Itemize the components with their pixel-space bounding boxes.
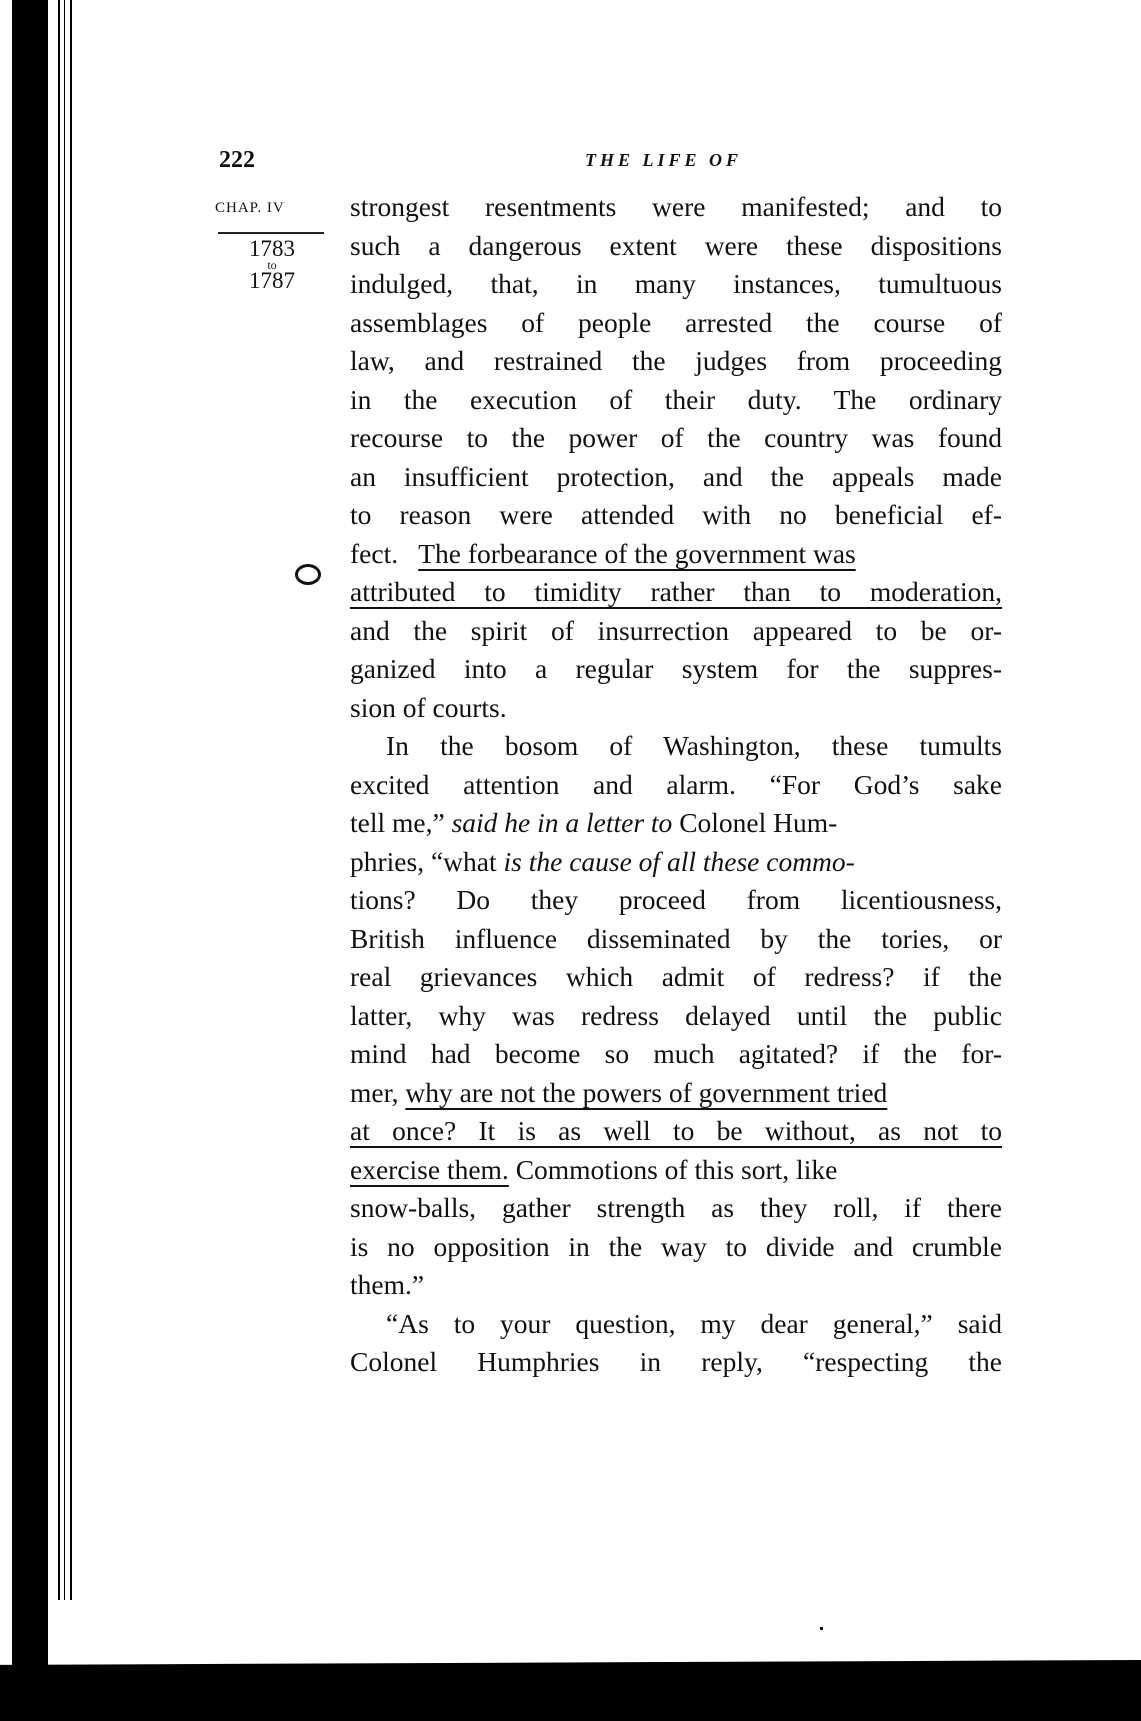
margin-chapter-label: CHAP. IV [215, 200, 285, 216]
text-line [350, 1074, 1002, 1113]
page-bottom-shadow [0, 1660, 1141, 1721]
underlined-passage: The forbearance of the government was [418, 537, 856, 569]
handwritten-circle-mark [295, 564, 321, 585]
text-line: in the execution of their duty. The ordinary [350, 383, 1002, 415]
binding-edge-line [70, 0, 72, 1600]
underlined-passage: exercise them. [350, 1153, 509, 1185]
year-to: to [267, 258, 277, 272]
year-start: 1783 [249, 236, 295, 261]
text-line [350, 573, 1002, 612]
year-end: 1787 [249, 268, 295, 293]
text-line: indulged, that, in many instances, tumultuous [350, 268, 1002, 299]
text-segment: mer, [350, 1076, 399, 1108]
text-line: sion of courts. [350, 691, 507, 723]
text-line [350, 535, 1002, 574]
text-line: strongest resentments were manifested; and to [350, 191, 1002, 222]
text-line: “As to your question, my dear general,” said [386, 1307, 1002, 1339]
margin-rule [218, 232, 324, 234]
italic-segment: is the cause of all these [503, 845, 760, 877]
text-line: tions? Do they proceed from licentiousness, [350, 884, 1002, 915]
italic-segment: commo- [766, 845, 855, 877]
underlined-passage: why are not the powers of government tried [405, 1076, 888, 1108]
text-line: Colonel Humphries in reply, “respecting the [350, 1346, 1002, 1377]
text-line: recourse to the power of the country was found [350, 422, 1002, 453]
text-line: ganized into a regular system for the suppres- [350, 653, 1002, 684]
text-line: law, and restrained the judges from proceeding [350, 345, 1002, 376]
text-line: mind had become so much agitated? if the for- [350, 1038, 1002, 1069]
text-line: an insufficient protection, and the appeals made [350, 460, 1002, 492]
text-line [350, 804, 1002, 843]
underlined-passage: at once? It is as well to be without, as not to [350, 1115, 1002, 1146]
running-head: THE LIFE OF [585, 150, 743, 170]
text-line: real grievances which admit of redress? if the [350, 961, 1002, 992]
text-line: excited attention and alarm. “For God’s sake [350, 768, 1002, 800]
book-binding-shadow [12, 0, 48, 1721]
page-number: 222 [219, 147, 255, 173]
text-line: latter, why was redress delayed until the public [350, 999, 1002, 1031]
text-line: such a dangerous extent were these dispositions [350, 229, 1002, 261]
margin-year-range [242, 238, 302, 292]
text-line [350, 1112, 1002, 1151]
text-segment: Commotions of this sort, like [515, 1153, 838, 1185]
text-line: snow-balls, gather strength as they roll, if there [350, 1192, 1002, 1223]
binding-edge-line [58, 0, 60, 1600]
italic-segment: said he in a letter to [451, 807, 673, 838]
body-text [350, 188, 1002, 1382]
scan-speck [820, 1627, 823, 1630]
text-segment: Colonel Hum- [679, 807, 838, 838]
text-segment: fect. [350, 537, 399, 569]
text-line: British influence disseminated by the tories, or [350, 922, 1002, 954]
text-line: assemblages of people arrested the course of [350, 306, 1002, 338]
text-segment: phries, “what [350, 845, 497, 877]
text-line: In the bosom of Washington, these tumults [386, 730, 1002, 761]
text-line [350, 843, 1002, 882]
text-line: and the spirit of insurrection appeared to be or- [350, 614, 1002, 646]
text-line: them.” [350, 1269, 425, 1300]
underlined-passage: attributed to timidity rather than to moderation, [350, 576, 1002, 607]
text-line [350, 1151, 1002, 1190]
text-line: to reason were attended with no beneficial ef- [350, 499, 1002, 530]
text-segment: tell me,” [350, 807, 445, 838]
text-line: is no opposition in the way to divide and crumble [350, 1230, 1002, 1262]
binding-edge-line [64, 0, 65, 1600]
